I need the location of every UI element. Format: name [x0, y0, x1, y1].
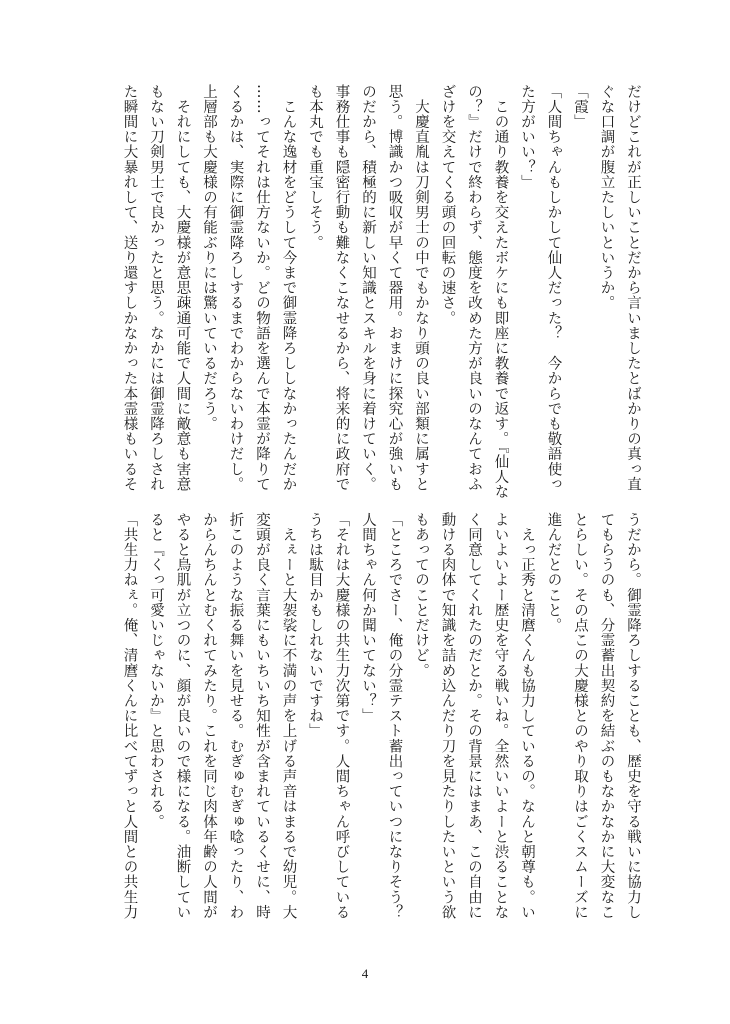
text-column: うちは駄目かもしれないですね」: [307, 512, 323, 739]
text-column: ぐな口調が腹立たしいというか。: [598, 84, 615, 311]
text-column: も本丸でも重宝しそう。: [307, 84, 323, 251]
text-column: ると『くっ可愛いじゃないか』と思わされる。: [148, 512, 164, 830]
text-column: 「人間ちゃんもしかして仙人だった？ 今からでも敬語使っ: [545, 84, 562, 492]
text-column: この通り教養を交えたボケにも即座に教養で返す。『仙人な: [492, 84, 509, 500]
text-column: 「ところでさー、俺の分霊テスト蓄出っていつになりそう？: [386, 512, 403, 920]
text-column: それにしても、大慶様が意思疎通可能で人間に敵意も害意: [174, 84, 191, 492]
text-column: てもらうのも、分霊蓄出契約を結ぶのもなかなかに大変なこ: [598, 512, 615, 920]
text-column: の？』だけで終わらず、態度を改めた方が良いのなんておふ: [466, 84, 482, 492]
text-column: 折このような振る舞いを見せる。むぎゅむぎゅ唸ったり、わ: [227, 512, 244, 920]
text-column: からんちんとむくれてみたり。これを同じ肉体年齢の人間が: [201, 512, 217, 920]
text-column: ざけを交えてくる頭の回転の速さ。: [439, 84, 456, 326]
text-column: とらしい。その点この大慶様とのやり取りはごくスムーズに: [572, 512, 588, 920]
text-column: 思う。博識かつ吸収が早くて器用。おまけに探究心が強いも: [386, 84, 403, 492]
text-column: くるかは、実際に御霊降ろしするまでわからないわけだし。: [227, 84, 244, 492]
text-column: た方がいい？」: [519, 84, 535, 190]
text-column: 「共生力ねぇ。俺、清麿くんに比べてずっと人間との共生力: [121, 512, 138, 920]
text-column: 「霞」: [572, 84, 588, 130]
text-column: 人間ちゃん何か聞いてない？」: [360, 512, 376, 724]
text-column: 変頭が良く言葉にもいちいち知性が含まれているくせに、時: [254, 512, 270, 920]
text-column: 大慶直胤は刀剣男士の中でもかなり頭の良い部類に属すと: [413, 84, 429, 492]
text-column: よいよいよー歴史を守る戦いね。全然いいよーと渋ることな: [492, 512, 509, 920]
text-column: やると鳥肌が立つのに、顔が良いので様になる。油断してい: [174, 512, 191, 920]
text-column: 「それは大慶様の共生力次第です。人間ちゃん呼びしている: [333, 512, 350, 920]
text-column: もあってのことだけど。: [413, 512, 429, 679]
text-column: 上層部も大慶様の有能ぶりには驚いているだろう。: [201, 84, 217, 432]
text-column: もない刀剣男士で良かったと思う。なかには御霊降ろしされ: [148, 84, 164, 492]
text-column: えっ正秀と清麿くんも協力しているの。なんと朝尊も。い: [519, 512, 535, 920]
page-number: 4: [361, 966, 369, 981]
text-column: ……ってそれは仕方ないか。どの物語を選んで本霊が降りて: [254, 84, 270, 492]
text-column: のだから、積極的に新しい知識とスキルを身に着けていく。: [360, 84, 376, 492]
text-column: だけどこれが正しいことだから言いましたとばかりの真っ直: [625, 84, 641, 492]
text-column: えぇーと大袈裟に不満の声を上げる声音はまるで幼児。大: [280, 512, 297, 920]
text-column: 進んだとのこと。: [545, 512, 562, 633]
text-column: うだから。御霊降ろしすることも、歴史を守る戦いに協力し: [625, 512, 641, 920]
lower-text-block: [86, 512, 646, 932]
text-column: こんな逸材をどうして今まで御霊降ろししなかったんだか: [280, 84, 297, 492]
upper-text-block: [86, 84, 646, 504]
text-column: 事務仕事も隠密行動も難なくこなせるから、将来的に政府で: [333, 84, 350, 492]
text-column: た瞬間に大暴れして、送り還すしかなかった本霊様もいるそ: [121, 84, 138, 492]
text-column: 動ける肉体で知識を詰め込んだり刀を見たりしたいという欲: [439, 512, 456, 920]
text-column: く同意してくれたのだとか。その背景にはまあ、この自由に: [466, 512, 482, 920]
